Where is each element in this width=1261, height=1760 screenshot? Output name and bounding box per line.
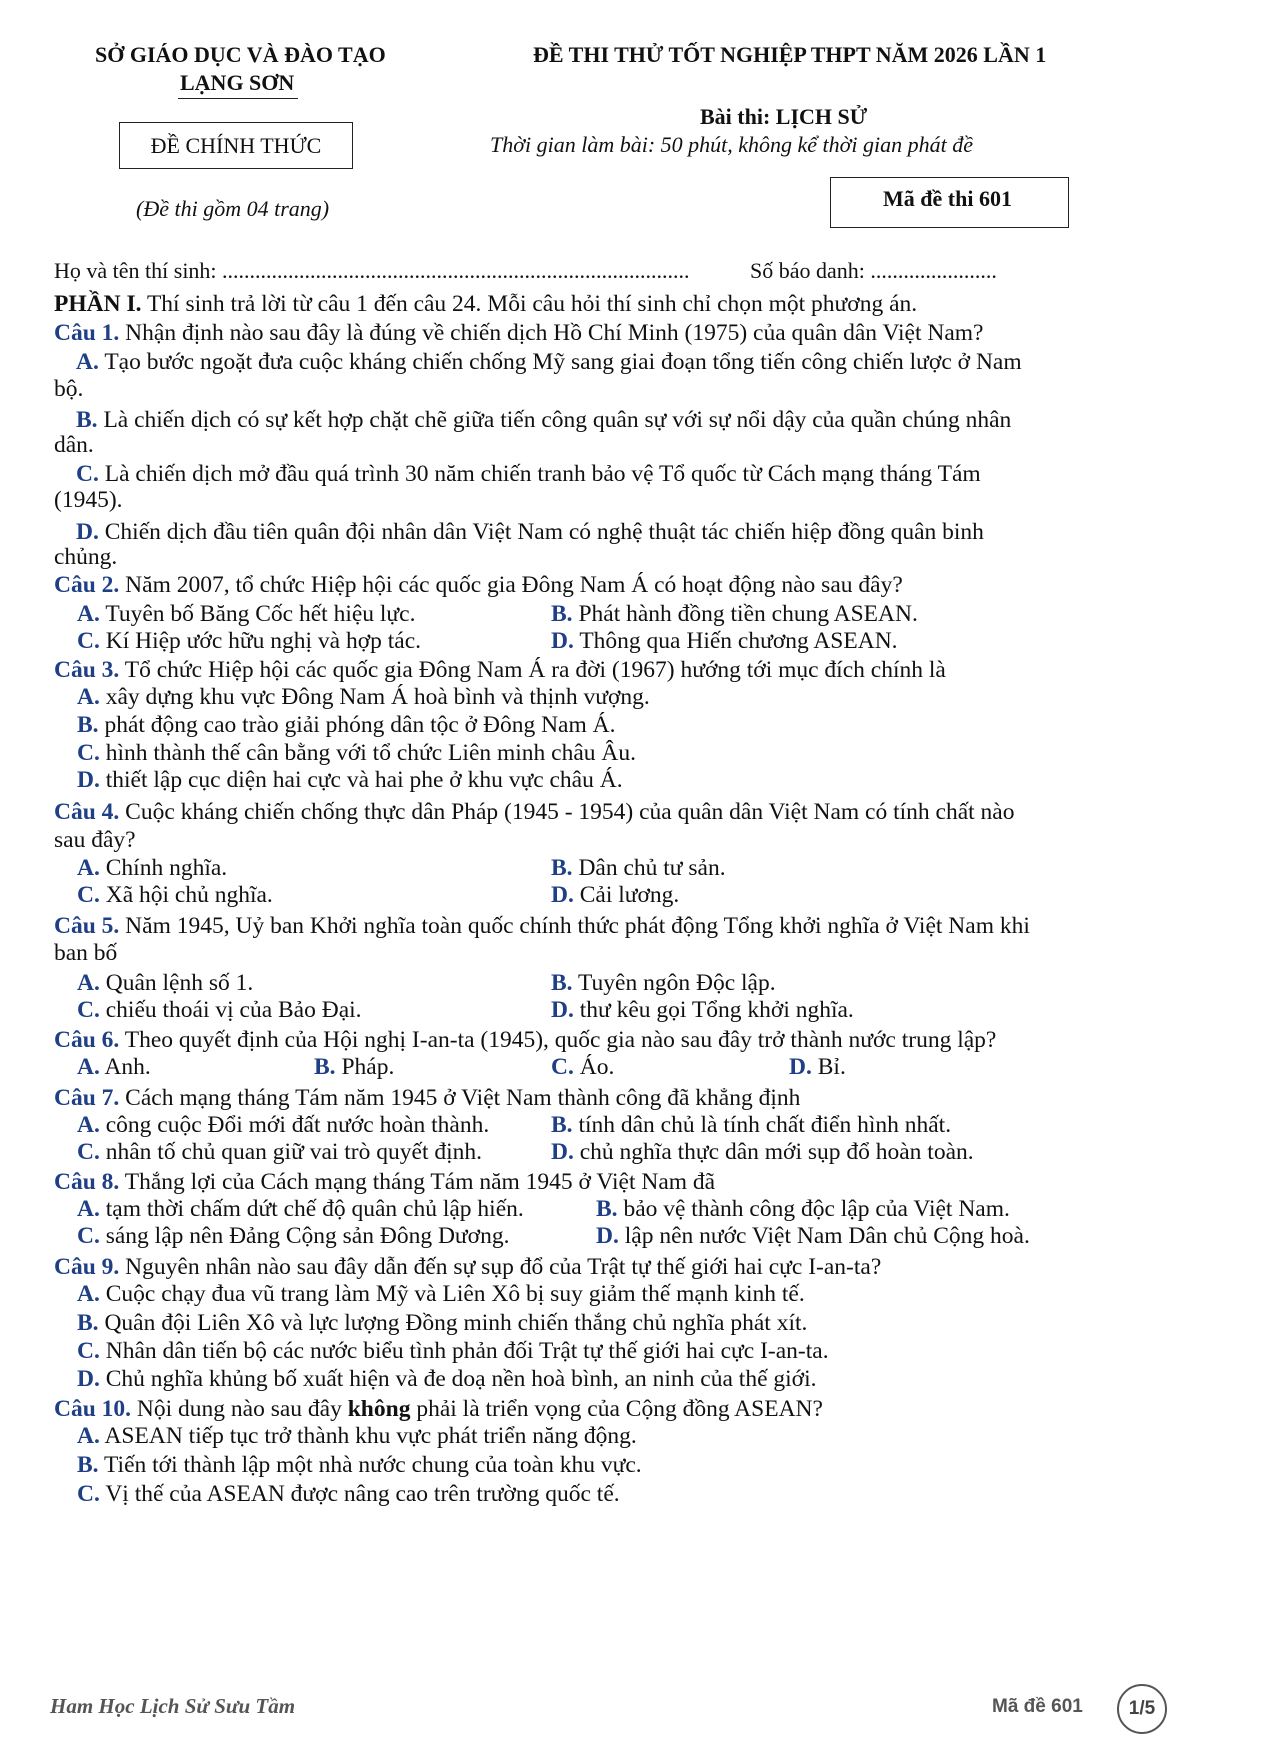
option-text: nhân tố chủ quan giữ vai trò quyết định. [105, 1139, 482, 1165]
option-text: Bỉ. [817, 1054, 846, 1080]
option-letter: B. [77, 1310, 99, 1336]
option-d[interactable] [789, 1054, 846, 1081]
option-text: Xã hội chủ nghĩa. [105, 882, 273, 908]
question-2 [54, 570, 1202, 600]
option-letter: B. [314, 1054, 336, 1080]
province-underline [178, 98, 298, 99]
option-letter: C. [551, 1054, 574, 1080]
question-6 [54, 1025, 1202, 1055]
option-letter: C. [76, 461, 99, 487]
option-c[interactable] [77, 740, 636, 767]
option-letter: D. [76, 519, 99, 545]
option-d[interactable] [551, 1139, 974, 1166]
option-letter: B. [551, 1112, 573, 1138]
option-b[interactable] [596, 1196, 1010, 1223]
option-letter: A. [77, 1423, 100, 1449]
question-number: Câu 7. [54, 1085, 120, 1111]
exam-code: Mã đề thi 601 [883, 186, 1012, 211]
option-text: ASEAN tiếp tục trở thành khu vực phát triển năng động. [104, 1423, 637, 1449]
option-letter: A. [77, 1112, 100, 1138]
question-number: Câu 9. [54, 1254, 120, 1280]
option-text: Nhân dân tiến bộ các nước biểu tình phản đối Trật tự thế giới hai cực I-an-ta. [105, 1338, 829, 1364]
question-number: Câu 1. [54, 320, 120, 346]
question-text: Nhận định nào sau đây là đúng về chiến dịch Hồ Chí Minh (1975) của quân dân Việt Nam? [125, 320, 984, 346]
option-letter: B. [551, 855, 573, 881]
option-text: Vị thế của ASEAN được nâng cao trên trường quốc tế. [105, 1481, 620, 1507]
option-b[interactable] [77, 1452, 642, 1479]
option-letter: A. [77, 684, 100, 710]
option-d[interactable] [77, 1366, 816, 1393]
question-9 [54, 1252, 1202, 1282]
option-a[interactable] [77, 855, 227, 882]
option-c[interactable] [551, 1054, 614, 1081]
question-text: Cách mạng tháng Tám năm 1945 ở Việt Nam thành công đã khẳng định [125, 1085, 801, 1111]
option-a[interactable] [77, 1112, 489, 1139]
option-letter: D. [551, 1139, 574, 1165]
question-1 [54, 318, 1202, 348]
footer-exam-code: Mã đề 601 [992, 1696, 1083, 1717]
option-b[interactable] [77, 1310, 807, 1337]
option-d[interactable] [551, 997, 854, 1024]
footer-source: Ham Học Lịch Sử Sưu Tầm [50, 1694, 296, 1718]
question-text: Cuộc kháng chiến chống thực dân Pháp (1945 - 1954) của quân dân Việt Nam có tính chất nào [125, 799, 1015, 825]
option-d[interactable] [596, 1223, 1030, 1250]
option-letter: C. [77, 1139, 100, 1165]
option-letter: B. [551, 601, 573, 627]
option-text: Pháp. [341, 1054, 395, 1080]
question-10 [54, 1394, 1202, 1424]
question-number: Câu 4. [54, 799, 120, 825]
option-letter: A. [76, 349, 99, 375]
page-number: 1/5 [1117, 1684, 1167, 1734]
option-text: Cuộc chạy đua vũ trang làm Mỹ và Liên Xô bị suy giảm thế mạnh kinh tế. [105, 1281, 805, 1307]
option-letter: C. [77, 1338, 100, 1364]
option-a[interactable] [77, 601, 415, 628]
option-letter: D. [789, 1054, 812, 1080]
option-b[interactable] [551, 601, 918, 628]
exam-title: ĐỀ THI THỬ TỐT NGHIỆP THPT NĂM 2026 LẦN 1 [533, 42, 1047, 67]
option-b[interactable] [551, 970, 776, 997]
option-text: Tuyên bố Băng Cốc hết hiệu lực. [105, 601, 416, 627]
option-letter: A. [77, 1196, 100, 1222]
option-letter: B. [76, 407, 98, 433]
option-text: Là chiến dịch có sự kết hợp chặt chẽ giữa tiến công quân sự với sự nổi dậy của quần chúng nhân [103, 407, 1012, 433]
pages-note: (Đề thi gồm 04 trang) [136, 196, 330, 221]
option-c[interactable] [77, 997, 362, 1024]
option-text: Kí Hiệp ước hữu nghị và hợp tác. [105, 628, 422, 654]
option-a[interactable] [77, 1423, 637, 1450]
option-text: phát động cao trào giải phóng dân tộc ở Đông Nam Á. [104, 712, 616, 738]
question-number: Câu 6. [54, 1027, 120, 1053]
option-text: Chính nghĩa. [105, 855, 228, 881]
option-b[interactable] [551, 1112, 951, 1139]
option-letter: B. [77, 1452, 99, 1478]
option-text: xây dựng khu vực Đông Nam Á hoà bình và thịnh vượng. [105, 684, 650, 710]
option-a[interactable] [77, 970, 253, 997]
option-text: Thông qua Hiến chương ASEAN. [579, 628, 898, 654]
option-letter: D. [77, 1366, 100, 1392]
option-letter: C. [77, 1481, 100, 1507]
student-name-field: Họ và tên thí sinh: ..................................................................................... [54, 258, 690, 283]
question-text: Nguyên nhân nào sau đây dẫn đến sự sụp đổ của Trật tự thế giới hai cực I-an-ta? [125, 1254, 882, 1280]
option-text: Phát hành đồng tiền chung ASEAN. [578, 601, 918, 627]
option-letter: C. [77, 740, 100, 766]
question-text: Tổ chức Hiệp hội các quốc gia Đông Nam Á ra đời (1967) hướng tới mục đích chính là [124, 657, 946, 683]
option-letter: C. [77, 628, 100, 654]
student-id-field: Số báo danh: ....................... [750, 258, 997, 283]
option-d[interactable] [551, 628, 898, 655]
option-text: Tiến tới thành lập một nhà nước chung của toàn khu vực. [104, 1452, 642, 1478]
option-text: lập nên nước Việt Nam Dân chủ Cộng hoà. [624, 1223, 1030, 1249]
option-letter: A. [77, 855, 100, 881]
option-letter: D. [551, 882, 574, 908]
option-text: Quân đội Liên Xô và lực lượng Đồng minh chiến thắng chủ nghĩa phát xít. [104, 1310, 808, 1336]
exam-code-box [830, 177, 1069, 228]
question-5 [54, 911, 1202, 941]
option-letter: A. [77, 601, 100, 627]
question-text: Năm 1945, Uỷ ban Khởi nghĩa toàn quốc chính thức phát động Tổng khởi nghĩa ở Việt Nam khi [125, 913, 1030, 939]
question-text: phải là triển vọng của Cộng đồng ASEAN? [416, 1396, 823, 1422]
option-letter: A. [77, 1281, 100, 1307]
option-letter: B. [77, 712, 99, 738]
question-5-cont: ban bố [54, 940, 118, 966]
option-text: Chiến dịch đầu tiên quân đội nhân dân Việt Nam có nghệ thuật tác chiến hiệp đồng quân binh [104, 519, 984, 545]
question-text: Theo quyết định của Hội nghị I-an-ta (1945), quốc gia nào sau đây trở thành nước trung lập? [124, 1027, 997, 1053]
option-text: Quân lệnh số 1. [105, 970, 254, 996]
option-b[interactable] [77, 712, 615, 739]
option-letter: D. [596, 1223, 619, 1249]
question-8 [54, 1167, 1202, 1197]
exam-duration: Thời gian làm bài: 50 phút, không kể thời gian phát đề [490, 132, 974, 157]
question-7 [54, 1083, 1202, 1113]
option-c[interactable] [77, 882, 273, 909]
question-4 [54, 797, 1202, 827]
option-text: thư kêu gọi Tổng khởi nghĩa. [579, 997, 854, 1023]
option-c[interactable] [77, 1139, 482, 1166]
option-text: hình thành thế cân bằng với tổ chức Liên minh châu Âu. [105, 740, 637, 766]
option-c[interactable] [77, 1223, 509, 1250]
official-label-box [119, 122, 353, 169]
option-b[interactable] [314, 1054, 394, 1081]
option-c[interactable] [77, 628, 421, 655]
option-text: Chủ nghĩa khủng bố xuất hiện và đe doạ nền hoà bình, an ninh của thế giới. [105, 1366, 817, 1392]
option-c[interactable] [77, 1481, 620, 1508]
option-d[interactable] [551, 882, 679, 909]
option-text: Dân chủ tư sản. [578, 855, 726, 881]
option-d-cont: chủng. [54, 544, 118, 570]
option-a[interactable] [54, 347, 1202, 377]
option-letter: D. [551, 628, 574, 654]
option-text: Áo. [579, 1054, 615, 1080]
option-text: Tạo bước ngoặt đưa cuộc kháng chiến chống Mỹ sang giai đoạn tổng tiến công chiến lược ở Nam [104, 349, 1022, 375]
option-text: chủ nghĩa thực dân mới sụp đổ hoàn toàn. [579, 1139, 974, 1165]
option-letter: A. [77, 970, 100, 996]
question-number: Câu 2. [54, 572, 120, 598]
option-a-cont: bộ. [54, 376, 84, 402]
option-d[interactable] [77, 767, 623, 794]
option-c-cont: (1945). [54, 487, 123, 513]
option-text: chiếu thoái vị của Bảo Đại. [105, 997, 362, 1023]
option-text: Là chiến dịch mở đầu quá trình 30 năm chiến tranh bảo vệ Tổ quốc từ Cách mạng tháng Tám [104, 461, 981, 487]
option-letter: D. [77, 767, 100, 793]
official-label: ĐỀ CHÍNH THỨC [150, 132, 322, 158]
question-number: Câu 10. [54, 1396, 132, 1422]
option-text: tính dân chủ là tính chất điển hình nhất. [578, 1112, 952, 1138]
option-text: thiết lập cục diện hai cực và hai phe ở khu vực châu Á. [105, 767, 623, 793]
option-text: sáng lập nên Đảng Cộng sản Đông Dương. [105, 1223, 510, 1249]
option-a[interactable] [77, 1054, 151, 1081]
question-text: Năm 2007, tổ chức Hiệp hội các quốc gia Đông Nam Á có hoạt động nào sau đây? [125, 572, 903, 598]
option-text: công cuộc Đổi mới đất nước hoàn thành. [105, 1112, 490, 1138]
question-number: Câu 8. [54, 1169, 120, 1195]
option-letter: D. [551, 997, 574, 1023]
option-letter: A. [77, 1054, 100, 1080]
option-text: Tuyên ngôn Độc lập. [578, 970, 776, 996]
part1-label: PHẦN I. [54, 291, 142, 317]
option-text: tạm thời chấm dứt chế độ quân chủ lập hiến. [105, 1196, 524, 1222]
department-name: SỞ GIÁO DỤC VÀ ĐÀO TẠO [95, 42, 386, 67]
option-text: Anh. [104, 1054, 151, 1080]
option-text: Cải lương. [579, 882, 680, 908]
option-text: bảo vệ thành công độc lập của Việt Nam. [623, 1196, 1010, 1222]
question-3 [54, 655, 1202, 685]
option-c[interactable] [77, 1338, 829, 1365]
option-b[interactable] [551, 855, 726, 882]
option-a[interactable] [77, 684, 650, 711]
option-letter: C. [77, 882, 100, 908]
option-a[interactable] [77, 1281, 805, 1308]
option-letter: C. [77, 997, 100, 1023]
option-b-cont: dân. [54, 432, 94, 458]
option-letter: B. [596, 1196, 618, 1222]
province-name: LẠNG SƠN [180, 70, 295, 95]
option-letter: C. [77, 1223, 100, 1249]
part1-text: Thí sinh trả lời từ câu 1 đến câu 24. Mỗi câu hỏi thí sinh chỉ chọn một phương án. [146, 291, 918, 317]
question-text: Nội dung nào sau đây [136, 1396, 342, 1422]
subject-title: Bài thi: LỊCH SỬ [700, 104, 868, 129]
option-letter: B. [551, 970, 573, 996]
question-4-cont: sau đây? [54, 827, 136, 853]
question-number: Câu 5. [54, 913, 120, 939]
question-text: Thắng lợi của Cách mạng tháng Tám năm 1945 ở Việt Nam đã [124, 1169, 716, 1195]
part1-instruction [54, 289, 1202, 319]
option-a[interactable] [77, 1196, 524, 1223]
question-emphasis: không [347, 1396, 411, 1422]
question-number: Câu 3. [54, 657, 120, 683]
